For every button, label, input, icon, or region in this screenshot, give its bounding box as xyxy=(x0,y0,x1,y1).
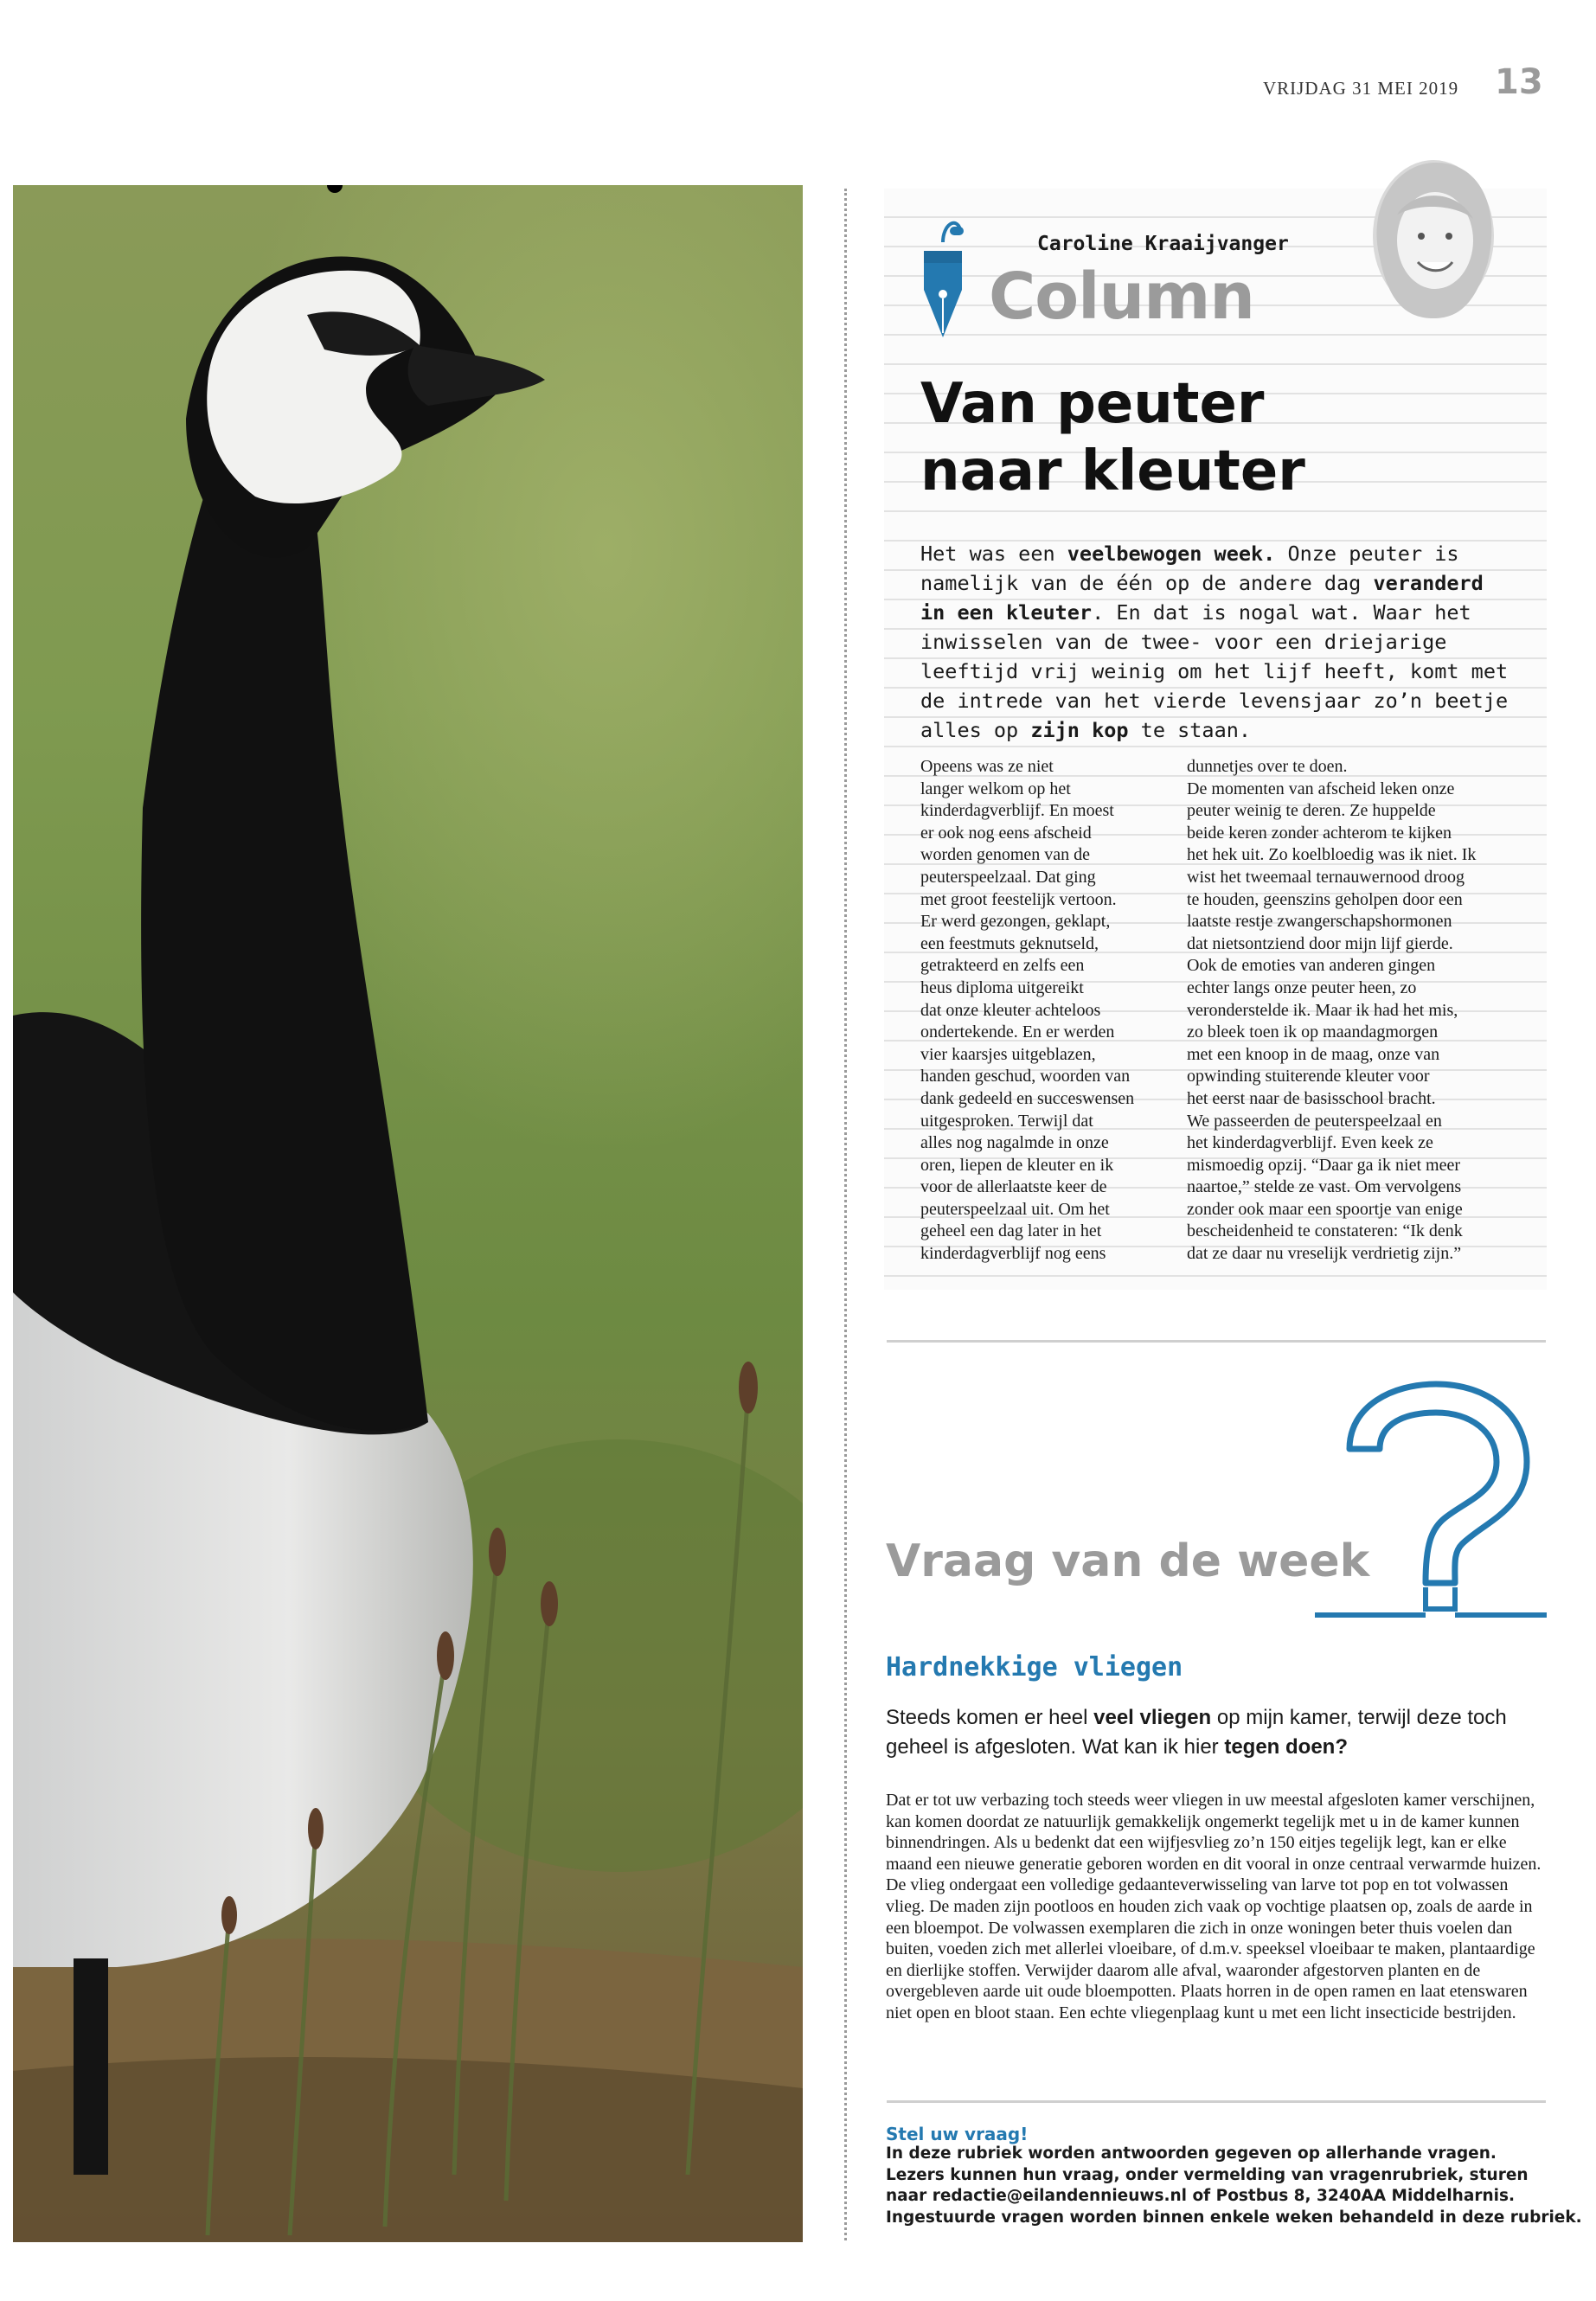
text-line: laatste restje zwangerschapshormonen xyxy=(1187,912,1452,932)
text-line: echter langs onze peuter heen, zo xyxy=(1187,977,1417,997)
text-line: bescheidenheid te constateren: “Ik denk xyxy=(1187,1221,1463,1241)
text-run: Steeds komen er heel xyxy=(886,1706,1094,1729)
vraag-answer: Dat er tot uw verbazing toch steeds weer vliegen in uw meestal afgesloten kamer verschijnen, kan komen doordat ze natuurlijk gemakkelijk ongemerkt tegelijk met u in de kamer kunnen binnendringen. Als u bedenkt dat een wijfjesvlieg zo’n 150 eitjes tegelijk legt, kan er elke maand een nieuwe generatie geboren worden en dit vooral in onze centraal verwarmde huizen. De vlieg ondergaat een volledige gedaanteverwisseling van larve tot pop en tot volwassen vlieg. De maden zijn pootloos en houden zich vaak op vochtige plaatsen op, zoals de aarde in een bloempot. De volwassen exemplaren die zich in onze woningen beter thuis voelen dan buiten, voeden zich met allerlei vloeibare, of d.m.v. speeksel vloeibaar te maken, plantaardige en dierlijke stoffen. Verwijder daarom alle afval, waaronder afgestorven planten en de overgebleven aarde uit oude bloempotten. Plaats horren in de open ramen en laat etenswaren niet open en bloot staan. Een echte vliegenplaag kunt u met een licht insecticide bestrijden. xyxy=(886,1791,1542,2022)
text-line: peuterspeelzaal. Dat ging xyxy=(920,867,1096,887)
text-line: met een knoop in de maag, onze van xyxy=(1187,1044,1440,1064)
text-line: peuterspeelzaal uit. Om het xyxy=(920,1199,1110,1219)
column-lead xyxy=(920,539,1509,745)
text-line: worden genomen van de xyxy=(920,845,1091,865)
text-line: In deze rubriek worden antwoorden gegeven op allerhande vragen. xyxy=(886,2144,1497,2163)
bold-text-run: veel vliegen xyxy=(1093,1706,1212,1729)
text-run: te staan. xyxy=(1128,718,1252,742)
column-author: Caroline Kraaijvanger xyxy=(1037,233,1289,255)
fountain-pen-mouse-icon xyxy=(917,208,969,337)
text-line: De momenten van afscheid leken onze xyxy=(1187,779,1455,798)
text-line: We passeerden de peuterspeelzaal en xyxy=(1187,1111,1442,1131)
column-headline xyxy=(920,370,1526,505)
vraag-title: Vraag van de week xyxy=(886,1535,1370,1587)
bold-text-run: tegen doen? xyxy=(1224,1735,1348,1759)
text-line: voor de allerlaatste keer de xyxy=(920,1177,1107,1197)
text-line: uitgesproken. Terwijl dat xyxy=(920,1111,1093,1131)
text-line: het kinderdagverblijf. Even keek ze xyxy=(1187,1133,1433,1153)
text-line: naar redactie@eilandennieuws.nl of Postbus 8, 3240AA Middelharnis. xyxy=(886,2187,1516,2205)
text-run: . En dat is nogal wat. Waar het inwisselen van de twee- voor een driejarige leeftijd vrij weinig om het lijf heeft, komt met de intrede van het vierde levensjaar zo’n beetje alles op xyxy=(920,600,1509,742)
ask-body xyxy=(886,2144,1582,2228)
vraag-subhead: Hardnekkige vliegen xyxy=(886,1652,1183,1682)
text-line: zo bleek toen ik op maandagmorgen xyxy=(1187,1022,1439,1042)
text-line: oren, liepen de kleuter en ik xyxy=(920,1155,1114,1175)
text-line: een feestmuts geknutseld, xyxy=(920,933,1099,953)
section-divider xyxy=(887,1340,1546,1343)
text-line: te houden, geenszins geholpen door een xyxy=(1187,889,1463,909)
column-body-left xyxy=(920,756,1171,1266)
text-line: kinderdagverblijf. En moest xyxy=(920,801,1114,821)
text-line: veronderstelde ik. Maar ik had het mis, xyxy=(1187,1000,1458,1020)
text-line: kinderdagverblijf nog eens xyxy=(920,1244,1106,1264)
text-line: er ook nog eens afscheid xyxy=(920,823,1092,843)
text-line: met groot feestelijk vertoon. xyxy=(920,889,1117,909)
author-portrait xyxy=(1362,154,1505,324)
text-line: mismoedig opzij. “Daar ga ik niet meer xyxy=(1187,1155,1461,1175)
text-line: geheel een dag later in het xyxy=(920,1221,1102,1241)
text-line: opwinding stuiterende kleuter voor xyxy=(1187,1067,1430,1086)
text-line: dank gedeeld en succeswensen xyxy=(920,1088,1135,1108)
bold-text-run: veelbewogen week. xyxy=(1067,542,1276,566)
text-line: Er werd gezongen, geklapt, xyxy=(920,912,1111,932)
text-line: dat onze kleuter achteloos xyxy=(920,1000,1101,1020)
column-body-right xyxy=(1187,756,1507,1266)
text-run: Onze peuter is namelijk van de één op de andere dag xyxy=(920,542,1459,595)
vraag-question xyxy=(886,1703,1543,1762)
text-line: dat ze daar nu vreselijk verdrietig zijn.” xyxy=(1187,1244,1462,1264)
text-line: getrakteerd en zelfs een xyxy=(920,956,1085,976)
text-line: peuter weinig te deren. Ze huppelde xyxy=(1187,801,1436,821)
text-line: langer welkom op het xyxy=(920,779,1071,798)
bold-text-run: zijn kop xyxy=(1030,718,1129,742)
text-line: vier kaarsjes uitgeblazen, xyxy=(920,1044,1096,1064)
text-run: op mijn kamer, terwijl deze toch geheel is afgesloten. Wat kan ik hier xyxy=(886,1706,1507,1759)
text-line: dunnetjes over te doen. xyxy=(1187,757,1348,776)
text-line: ondertekende. En er werden xyxy=(920,1022,1115,1042)
text-line: heus diploma uitgereikt xyxy=(920,977,1084,997)
headline-line-1: Van peuter xyxy=(920,372,1265,436)
text-line: handen geschud, woorden van xyxy=(920,1067,1131,1086)
text-line: Ook de emoties van anderen gingen xyxy=(1187,956,1436,976)
text-line: Opeens was ze niet xyxy=(920,757,1054,776)
text-line: het eerst naar de basisschool bracht. xyxy=(1187,1088,1436,1108)
text-line: alles nog nagalmde in onze xyxy=(920,1133,1109,1153)
text-line: naartoe,” stelde ze vast. Om vervolgens xyxy=(1187,1177,1462,1197)
text-line: wist het tweemaal ternauwernood droog xyxy=(1187,867,1465,887)
text-line: beide keren zonder achterom te kijken xyxy=(1187,823,1452,843)
page-number: 13 xyxy=(1495,62,1543,102)
text-line: Lezers kunnen hun vraag, onder vermelding van vragenrubriek, sturen xyxy=(886,2165,1529,2184)
headline-line-2: naar kleuter xyxy=(920,439,1305,503)
text-line: Ingestuurde vragen worden binnen enkele weken behandeld in deze rubriek. xyxy=(886,2208,1582,2227)
text-line: het hek uit. Zo koelbloedig was ik niet. Ik xyxy=(1187,845,1477,865)
column-label: Column xyxy=(989,260,1254,334)
text-line: zonder ook maar een spoortje van enige xyxy=(1187,1199,1463,1219)
bold-text-run: veranderd in een kleuter xyxy=(920,571,1484,625)
section-divider xyxy=(887,2100,1546,2103)
issue-date: VRIJDAG 31 MEI 2019 xyxy=(1263,78,1459,99)
vertical-divider xyxy=(844,189,847,2240)
ask-title: Stel uw vraag! xyxy=(886,2124,1029,2144)
text-line: dat nietsontziend door mijn lijf gierde. xyxy=(1187,933,1453,953)
text-run: Het was een xyxy=(920,542,1067,566)
goose-photo xyxy=(13,185,803,2242)
